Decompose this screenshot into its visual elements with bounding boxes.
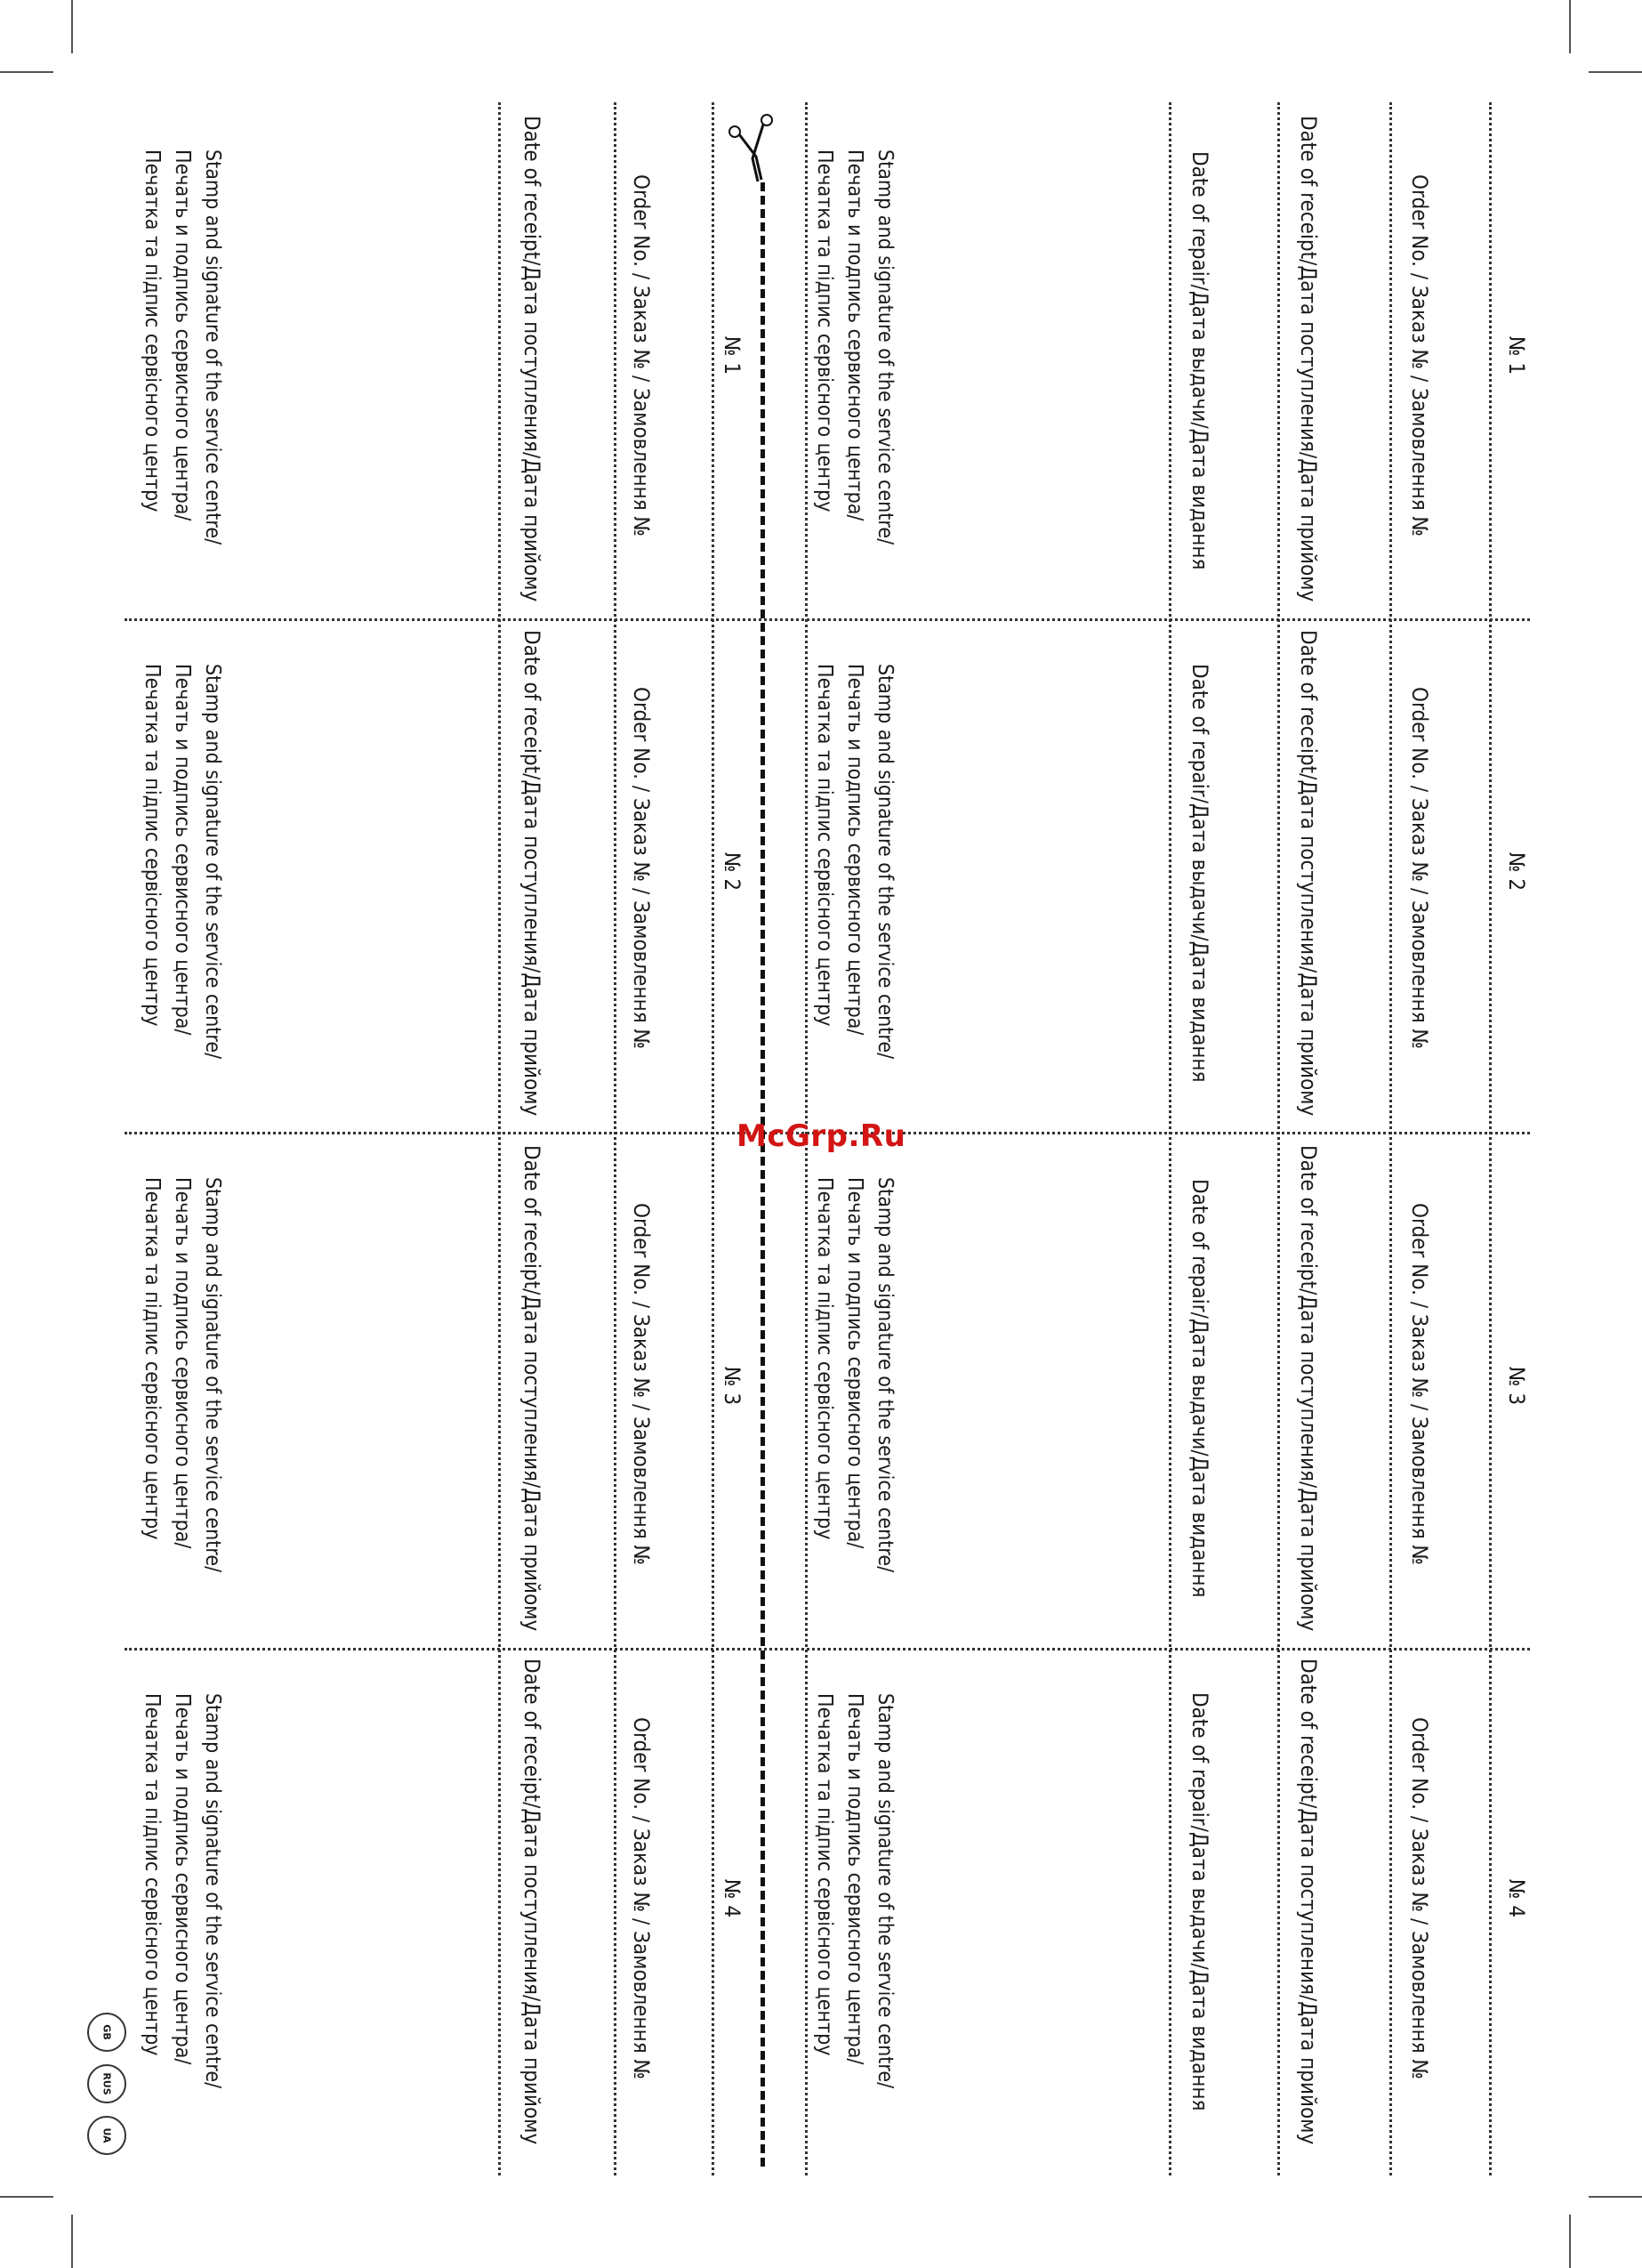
stamp-line: Stamp and signature of the service centre/ (873, 1177, 897, 1573)
crop-mark (1569, 0, 1571, 53)
order-number-label: Order No. / Заказ № / Замовлення № (1407, 1203, 1432, 1566)
stamp-line: Печать и подпись сервисного центра/ (171, 1693, 194, 2065)
stamp-signature-label (137, 1177, 228, 1572)
coupon-separator (125, 618, 1530, 621)
crop-mark (0, 2196, 53, 2198)
repair-date-label: Date of repair/Дата выдачи/Дата видання (1187, 1692, 1212, 2111)
stamp-line: Печатка та підпис сервісного центру (813, 1177, 836, 1540)
order-number-label: Order No. / Заказ № / Замовлення № (1407, 174, 1432, 537)
receipt-date-label: Date of receipt/Дата поступления/Дата прийому (519, 630, 544, 1117)
stamp-line: Печать и подпись сервисного центра/ (171, 149, 194, 521)
coupon-number: № 4 (1504, 1879, 1529, 1918)
stamp-line: Печатка та підпис сервісного центру (813, 1693, 836, 2056)
stub-number: № 1 (720, 336, 745, 375)
stamp-line: Печать и подпись сервисного центра/ (171, 664, 194, 1036)
stamp-line: Печать и подпись сервисного центра/ (843, 664, 866, 1036)
language-badge-gb: GB (87, 2013, 126, 2052)
cut-line (761, 182, 765, 2167)
field-line (712, 102, 714, 2175)
receipt-date-label: Date of receipt/Дата поступления/Дата прийому (519, 1145, 544, 1632)
stamp-line: Печать и подпись сервисного центра/ (843, 1693, 866, 2065)
order-number-label: Order No. / Заказ № / Замовлення № (629, 174, 654, 537)
stamp-line: Stamp and signature of the service centre/ (201, 664, 224, 1060)
receipt-date-label: Date of receipt/Дата поступления/Дата прийому (1296, 116, 1321, 602)
receipt-date-label: Date of receipt/Дата поступления/Дата прийому (519, 116, 544, 602)
stamp-line: Stamp and signature of the service centre/ (201, 149, 224, 545)
stamp-line: Stamp and signature of the service centre/ (873, 1693, 897, 2089)
field-line (614, 102, 616, 2175)
stamp-line: Stamp and signature of the service centre/ (873, 664, 897, 1060)
stamp-line: Печать и подпись сервисного центра/ (171, 1177, 194, 1549)
crop-mark (1569, 2215, 1571, 2268)
stamp-signature-label (809, 664, 900, 1059)
watermark: McGrp.Ru (736, 1118, 906, 1154)
order-number-label: Order No. / Заказ № / Замовлення № (629, 1717, 654, 2080)
field-line (1389, 102, 1392, 2175)
order-number-label: Order No. / Заказ № / Замовлення № (1407, 1717, 1432, 2080)
receipt-date-label: Date of receipt/Дата поступления/Дата прийому (1296, 1659, 1321, 2145)
crop-mark (71, 2215, 73, 2268)
field-line (1489, 102, 1492, 2175)
stamp-line: Stamp and signature of the service centre/ (201, 1177, 224, 1573)
coupon-number: № 1 (1504, 336, 1529, 375)
stamp-line: Печатка та підпис сервісного центру (813, 149, 836, 513)
crop-mark (0, 71, 53, 73)
repair-date-label: Date of repair/Дата выдачи/Дата видання (1187, 151, 1212, 570)
scissors-icon (722, 112, 783, 183)
stamp-signature-label (137, 1693, 228, 2088)
stamp-line: Печать и подпись сервисного центра/ (843, 149, 866, 521)
coupon-number: № 3 (1504, 1367, 1529, 1406)
stamp-line: Печатка та підпис сервісного центру (141, 1693, 164, 2056)
stub-number: № 3 (720, 1367, 745, 1406)
language-badge-rus: RUS (87, 2064, 126, 2103)
stamp-line: Stamp and signature of the service centre/ (201, 1693, 224, 2089)
receipt-date-label: Date of receipt/Дата поступления/Дата прийому (1296, 630, 1321, 1117)
field-line (1169, 102, 1171, 2175)
field-line (1277, 102, 1280, 2175)
stamp-line: Печатка та підпис сервісного центру (141, 149, 164, 513)
receipt-date-label: Date of receipt/Дата поступления/Дата прийому (519, 1659, 544, 2145)
receipt-date-label: Date of receipt/Дата поступления/Дата прийому (1296, 1145, 1321, 1632)
crop-mark (71, 0, 73, 53)
stamp-signature-label (137, 664, 228, 1059)
stamp-line: Печать и подпись сервисного центра/ (843, 1177, 866, 1549)
repair-date-label: Date of repair/Дата выдачи/Дата видання (1187, 1179, 1212, 1598)
coupon-number: № 2 (1504, 852, 1529, 892)
stamp-signature-label (809, 1693, 900, 2088)
order-number-label: Order No. / Заказ № / Замовлення № (629, 687, 654, 1050)
language-badge-ua: UA (87, 2116, 126, 2155)
crop-mark (1589, 2196, 1642, 2198)
crop-mark (1589, 71, 1642, 73)
repair-date-label: Date of repair/Дата выдачи/Дата видання (1187, 664, 1212, 1083)
stamp-line: Печатка та підпис сервісного центру (141, 664, 164, 1027)
stamp-signature-label (809, 149, 900, 545)
stamp-signature-label (137, 149, 228, 545)
stamp-signature-label (809, 1177, 900, 1572)
order-number-label: Order No. / Заказ № / Замовлення № (1407, 687, 1432, 1050)
language-badges (87, 2013, 126, 2167)
stub-number: № 4 (720, 1879, 745, 1918)
stub-number: № 2 (720, 852, 745, 892)
order-number-label: Order No. / Заказ № / Замовлення № (629, 1203, 654, 1566)
field-line (498, 102, 501, 2175)
coupon-separator (125, 1648, 1530, 1651)
stamp-line: Stamp and signature of the service centre/ (873, 149, 897, 545)
stamp-line: Печатка та підпис сервісного центру (813, 664, 836, 1027)
stamp-line: Печатка та підпис сервісного центру (141, 1177, 164, 1540)
